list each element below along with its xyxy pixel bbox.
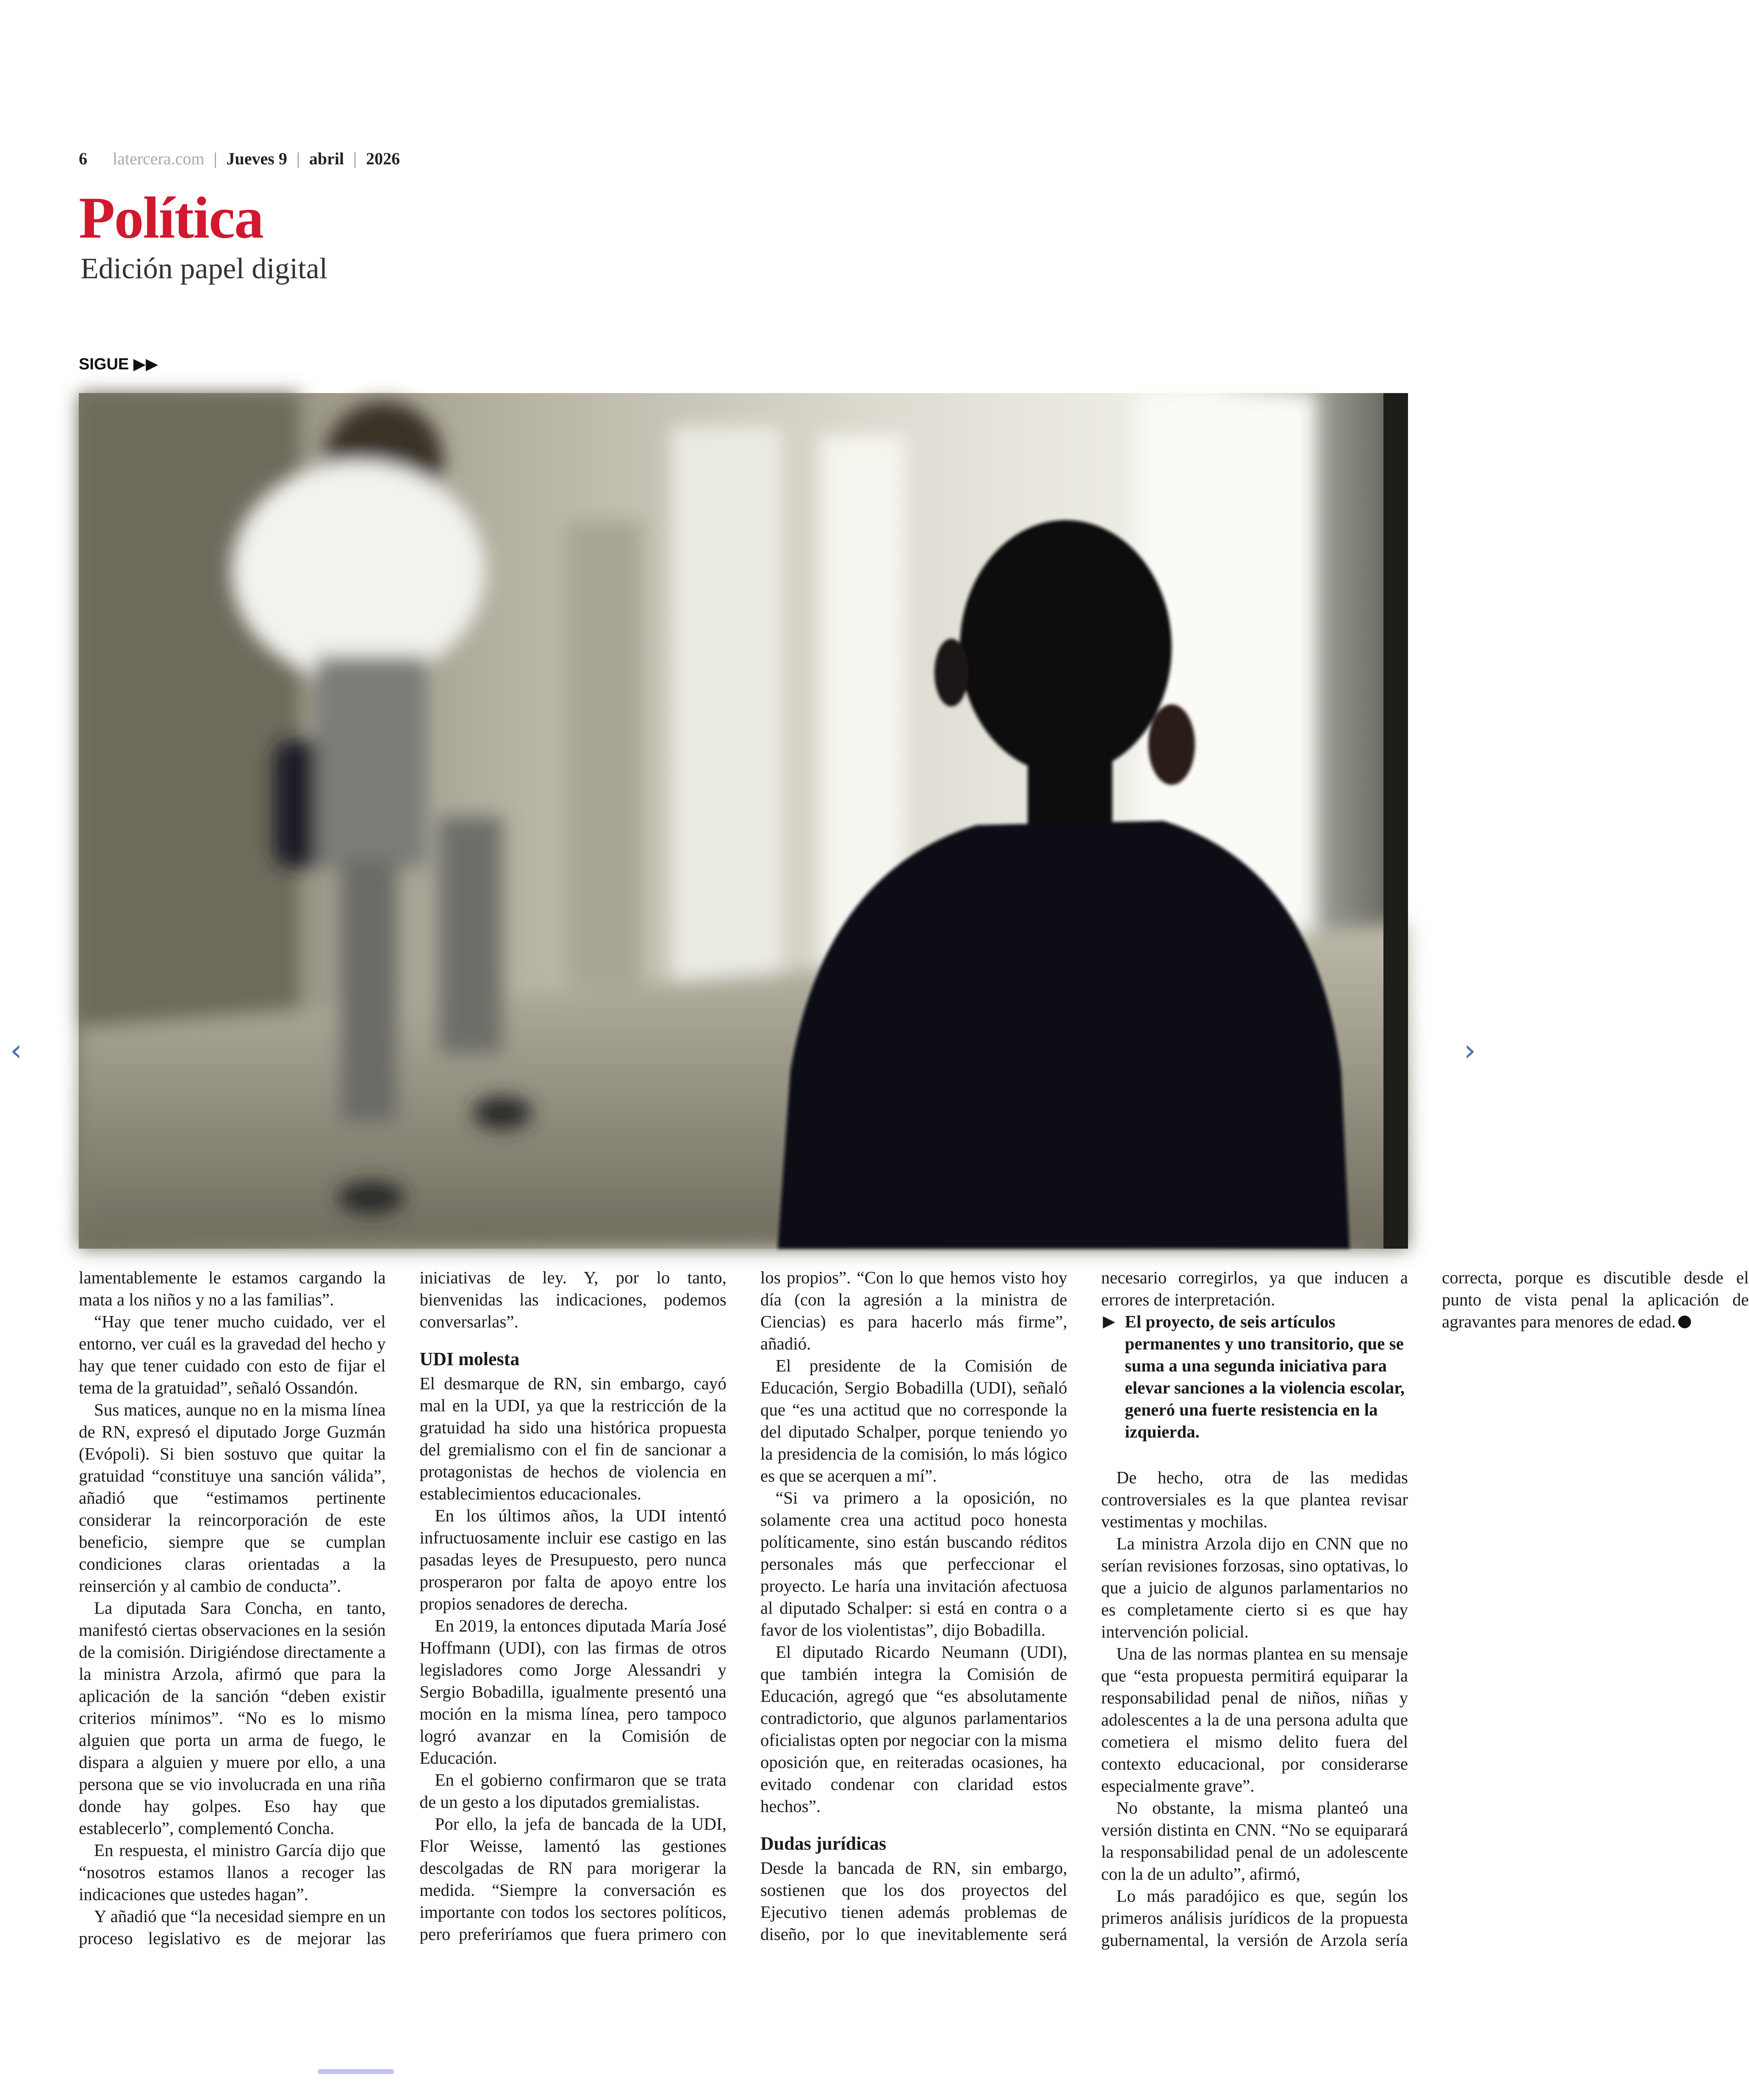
article-paragraph: Por ello, la jefa de bancada de la UDI, Flor Weisse, lamentó las gestiones descolgadas de RN para morigerar la medida. “Siempre la conversación es importante con todos los sectores políticos, pero preferiríamos que fuera primero con los propios”. “Con lo que hemos visto hoy día (con la agresión a la ministra de Ciencias) es para hacerlo más firme”, añadió.	[419, 1268, 1067, 1944]
article-paragraph: La ministra Arzola dijo en CNN que no serían revisiones forzosas, sino optativas, lo que a juicio de algunos parlamentarios no es completamente cierto si es que hay intervención policial.	[1101, 1534, 1408, 1641]
article-paragraph: El desmarque de RN, sin embargo, cayó mal en la UDI, ya que la restricción de la gratuidad ha sido una histórica propuesta del gremialismo con el fin de sancionar a protagonistas de hechos de violencia en establecimientos educacionales.	[419, 1374, 726, 1503]
end-of-article-icon	[1678, 1316, 1691, 1328]
article-paragraph: De hecho, otra de las medidas controversiales es la que plantea revisar vestimentas y mochilas.	[1101, 1468, 1408, 1531]
article-paragraph: No obstante, la misma planteó una versión distinta en CNN. “No se equiparará la responsabilidad penal de un adolescente con la de un adulto”, afirmó,	[1101, 1798, 1408, 1884]
section-title: Política	[79, 185, 263, 251]
article-paragraph: Y añadió que “la necesidad siempre en un proceso legislativo es de mejorar las iniciativas de ley. Y, por lo tanto, bienvenidas las indicaciones, podemos conversarlas”.	[79, 1268, 726, 1948]
folio-separator: |	[213, 149, 217, 168]
article-paragraph: En 2019, la entonces diputada María José Hoffmann (UDI), con las firmas de otros legisladores como Jorge Alessandri y Sergio Bobadilla, igualmente presentó una moción en la misma línea, pero tampoco logró avanzar en la Comisión de Educación.	[419, 1616, 726, 1768]
subheading-udi-molesta: UDI molesta	[419, 1349, 520, 1369]
site-name[interactable]: latercera.com	[113, 149, 205, 168]
article-photo	[79, 393, 1408, 1249]
triangle-marker-icon: ▶	[1103, 1313, 1115, 1330]
section-subtitle: Edición papel digital	[80, 252, 328, 285]
previous-page-arrow-icon[interactable]: ‹	[10, 1033, 22, 1068]
article-paragraph: El presidente de la Comisión de Educación, Sergio Bobadilla (UDI), señaló que “es una actitud que no corresponde la del diputado Schalper, porque teniendo yo la presidencia de la comisión, lo más lógico es que se acerquen a mí”.	[760, 1356, 1067, 1485]
folio-month: abril	[309, 149, 344, 168]
article-paragraph: En el gobierno confirmaron que se trata de un gesto a los diputados gremialistas.	[419, 1770, 726, 1812]
folio-separator: |	[353, 149, 357, 168]
pull-quote-text: El proyecto, de seis artículos permanentes y uno transitorio, que se suma a una segunda iniciativa para elevar sanciones a la violencia escolar, generó una fuerte resistencia en la izquierda.	[1125, 1312, 1405, 1441]
article-paragraph: lamentablemente le estamos cargando la mata a los niños y no a las familias”.	[79, 1268, 386, 1309]
article-paragraph: En los últimos años, la UDI intentó infructuosamente incluir ese castigo en las pasadas leyes de Presupuesto, pero nunca prosperaron por falta de apoyo entre los propios senadores de derecha.	[419, 1506, 726, 1613]
folio-day: Jueves 9	[226, 149, 287, 168]
next-page-arrow-icon[interactable]: ›	[1464, 1033, 1476, 1068]
subheading-dudas-juridicas: Dudas jurídicas	[760, 1833, 887, 1854]
hallway-photo-illustration	[79, 393, 1408, 1249]
article-paragraph: “Si va primero a la oposición, no solamente crea una actitud poco honesta políticamente, sino están buscando réditos personales más que perfeccionar el proyecto. Le haría una invitación afectuosa al diputado Schalper: si está en contra o a favor de los violentistas”, dijo Bobadilla.	[760, 1488, 1067, 1640]
article-paragraph: Una de las normas plantea en su mensaje que “esta propuesta permitirá equiparar la responsabilidad penal de niños, niñas y adolescentes a la de una persona adulta que cometiera el mismo delito fuera del contexto educacional, por considerarse especialmente grave”.	[1101, 1644, 1408, 1795]
folio-year: 2026	[366, 149, 400, 168]
article-paragraph: Desde la bancada de RN, sin embargo, sostienen que los dos proyectos del Ejecutivo tienen además problemas de diseño, por lo que inevitablemente será necesario corregirlos, ya que inducen a errores de interpretación.	[760, 1268, 1408, 1944]
article-paragraph: Sus matices, aunque no en la misma línea de RN, expresó el diputado Jorge Guzmán (Evópoli). Si bien sostuvo que quitar la gratuidad “constituye una sanción válida”, añadió que “estimamos pertinente considerar la reincorporación de este beneficio, siempre que se cumplan condiciones claras orientadas a la reinserción y al cambio de conducta”.	[79, 1400, 386, 1596]
article-paragraph: En respuesta, el ministro García dijo que “nosotros estamos llanos a recoger las indicaciones que ustedes hagan”.	[79, 1840, 386, 1904]
page-number: 6	[79, 149, 87, 168]
article-body	[79, 1266, 1749, 1961]
page-folio	[79, 146, 400, 172]
folio-separator: |	[296, 149, 300, 168]
article-paragraph: La diputada Sara Concha, en tanto, manifestó ciertas observaciones en la sesión de la comisión. Dirigiéndose directamente a la ministra Arzola, afirmó que para la aplicación de la sanción “deben existir criterios mínimos”. “No es lo mismo alguien que porta un arma de fuego, le dispara a alguien y muere por ello, a una persona que se vio involucrada en una riña donde hay golpes. Eso hay que establecerlo”, complementó Concha.	[79, 1598, 386, 1838]
pull-quote	[1103, 1310, 1408, 1443]
continuation-label: SIGUE ▶▶	[79, 355, 158, 373]
article-paragraph: “Hay que tener mucho cuidado, ver el entorno, ver cuál es la gravedad del hecho y hay que tener cuidado con esto de fijar el tema de la gratuidad”, señaló Ossandón.	[79, 1312, 386, 1397]
door-frame	[1383, 393, 1408, 1249]
article-paragraph: El diputado Ricardo Neumann (UDI), que también integra la Comisión de Educación, agregó que “es absolutamente contradictorio, que algunos parlamentarios oficialistas opten por negociar con la misma oposición que, en reiteradas ocasiones, ha evitado condenar con claridad estos hechos”.	[760, 1642, 1067, 1816]
article-paragraph-text: Lo más paradójico es que, según los primeros análisis jurídicos de la propuesta gubernamental, la versión de Arzola sería correcta, porque es discutible desde el punto de vista penal la aplicación de agravantes para menores de edad.	[1101, 1268, 1749, 1950]
page-scroll-indicator[interactable]	[318, 2069, 394, 2074]
